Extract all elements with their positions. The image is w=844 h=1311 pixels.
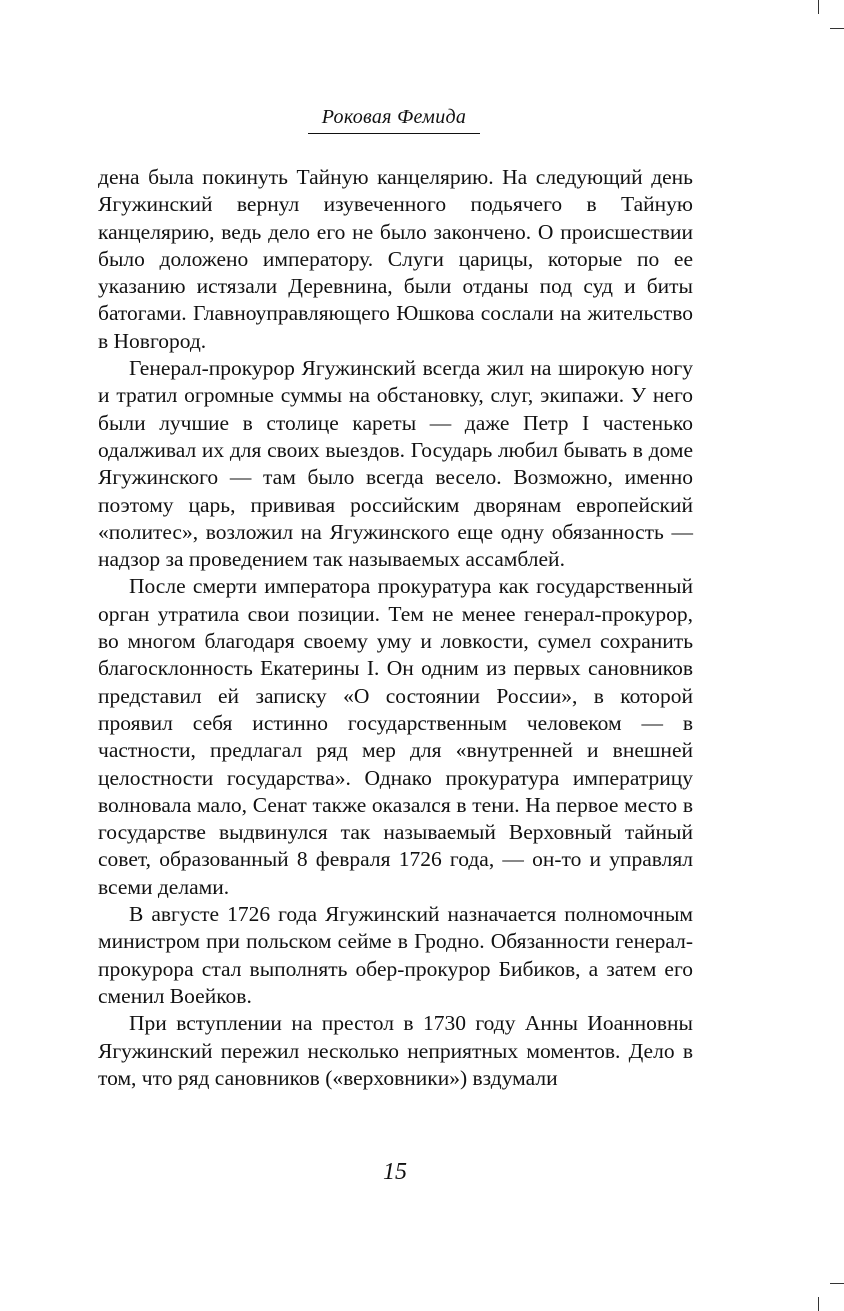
paragraph: Генерал-прокурор Ягужинский всегда жил на широкую ногу и тратил огромные суммы на обстановку, слуг, экипажи. У него были лучшие в столице кареты — даже Петр I частенько одалживал их для своих выездов. Государь любил бывать в доме Ягужинского — там было всегда весело. Возможно, именно поэтому царь, прививая российским дворянам европейский «политес», возложил на Ягужинского еще одну обязанность — надзор за проведением так называемых ассамблей. [98, 356, 693, 572]
paragraph: При вступлении на престол в 1730 году Анны Иоанновны Ягужинский пережил несколько неприятных моментов. Дело в том, что ряд сановников («верховники») вздумали [98, 1011, 693, 1090]
crop-mark-bottom-vertical [818, 1297, 819, 1311]
page-number: 15 [383, 1159, 407, 1185]
paragraph: После смерти императора прокуратура как государственный орган утратила свои позиции. Тем не менее генерал-прокурор, во многом благодаря своему уму и ловкости, сумел сохранить благосклонность Екатерины I. Он одним из первых сановников представил ей записку «О состоянии России», в которой проявил себя истинно государственным человеком — в частности, предлагал ряд мер для «внутренней и внешней целостности государства». Однако прокуратура императрицу волновала мало, Сенат также оказался в тени. На первое место в государстве выдвинулся так называемый Верховный тайный совет, образованный 8 февраля 1726 года, — он-то и управлял всеми делами. [98, 574, 693, 899]
crop-mark-bottom-horizontal [830, 1283, 844, 1284]
body-text [98, 164, 693, 1092]
running-head: Роковая Фемида [308, 104, 480, 134]
crop-mark-top-horizontal [830, 28, 844, 29]
crop-mark-top-vertical [818, 0, 819, 14]
paragraph: В августе 1726 года Ягужинский назначается полномочным министром при польском сейме в Гродно. Обязанности генерал-прокурора стал выполнять обер-прокурор Бибиков, а затем его сменил Воейков. [98, 902, 693, 1008]
paragraph: дена была покинуть Тайную канцелярию. На следующий день Ягужинский вернул изувеченного подьячего в Тайную канцелярию, ведь дело его не было закончено. О происшествии было доложено императору. Слуги царицы, которые по ее указанию истязали Деревнина, были отданы под суд и биты батогами. Главноуправляющего Юшкова сослали на жительство в Новгород. [98, 165, 693, 353]
